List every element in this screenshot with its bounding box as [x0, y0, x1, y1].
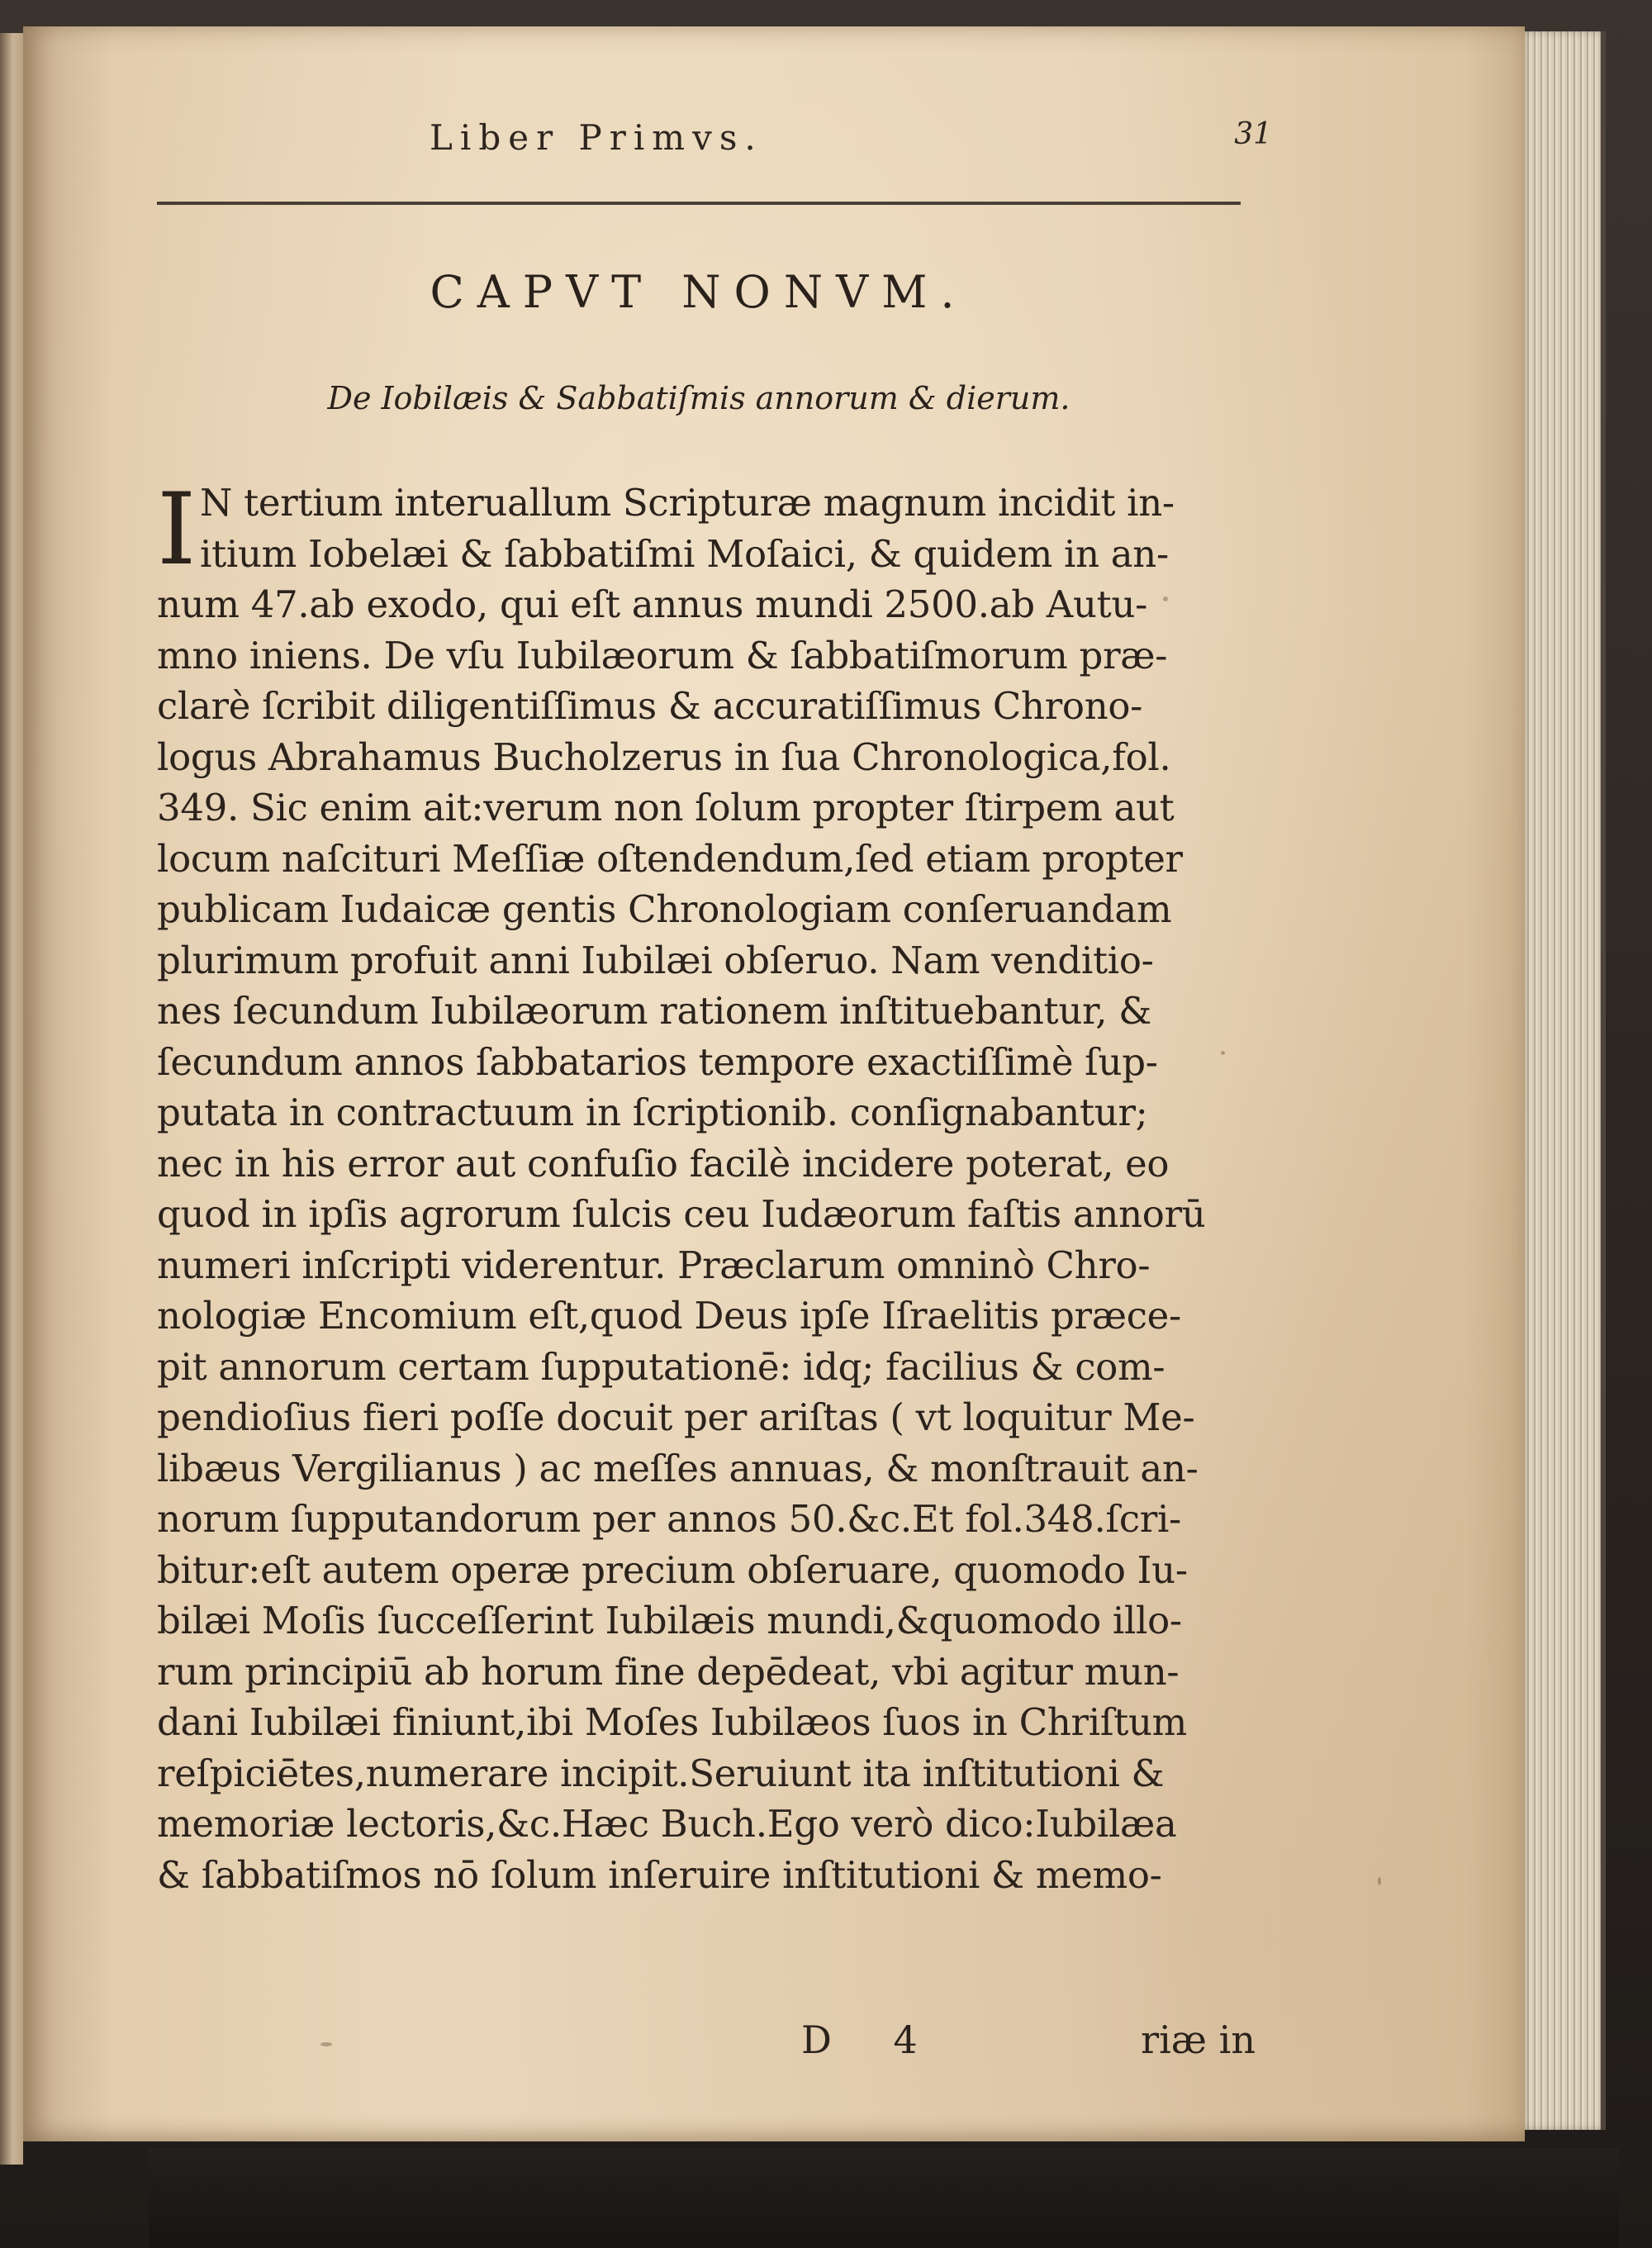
text-line: nologiæ Encomium eſt,quod Deus ipſe Iſraelitis præce- — [157, 1294, 1181, 1338]
running-title: Liber Primvs. — [430, 117, 763, 158]
text-line: itium Iobelæi & ſabbatiſmi Moſaici, & quidem in an- — [200, 531, 1169, 576]
drop-cap: I — [157, 473, 197, 587]
header-rule — [157, 202, 1241, 205]
signature-mark: D 4 — [801, 2017, 942, 2062]
page-edges — [1518, 31, 1606, 2130]
text-line: norum ſupputandorum per annos 50.&c.Et fol.348.ſcri- — [157, 1497, 1181, 1541]
page-footer — [157, 2017, 1256, 2067]
paper-speck — [1378, 1877, 1381, 1885]
text-line: 349. Sic enim ait:verum non ſolum propter ſtirpem aut — [157, 786, 1175, 829]
text-line: bitur:eſt autem operæ precium obſeruare, quomodo Iu- — [157, 1547, 1188, 1592]
text-line: locum naſcituri Meſſiæ oſtendendum,ſed etiam propter — [157, 836, 1183, 881]
text-line: dani Iubilæi finiunt,ibi Moſes Iubilæos ſuos in Chriſtum — [157, 1700, 1188, 1744]
text-line: pit annorum certam ſupputationē: idq; facilius & com- — [157, 1344, 1165, 1389]
text-line: numeri inſcripti viderentur. Præclarum omninò Chro- — [157, 1243, 1151, 1287]
text-line: pendioſius fieri poſſe docuit per ariſtas ( vt loquitur Me- — [157, 1395, 1195, 1439]
text-line: mno iniens. De vſu Iubilæorum & ſabbatiſmorum præ- — [157, 633, 1168, 677]
text-line: bilæi Moſis ſucceſſerint Iubilæis mundi,&quomodo illo- — [157, 1599, 1182, 1642]
text-line: reſpiciētes,numerare incipit.Seruiunt ita inſtitutioni & — [157, 1751, 1165, 1795]
text-line: & ſabbatiſmos nō ſolum inſeruire inſtitutioni & memo- — [157, 1852, 1162, 1897]
chapter-subtitle: De Iobilæis & Sabbatiſmis annorum & dierum. — [327, 380, 1070, 416]
text-line: publicam Iudaicæ gentis Chronologiam conſeruandam — [157, 887, 1172, 931]
text-line: num 47.ab exodo, qui eſt annus mundi 2500.ab Autu- — [157, 582, 1148, 626]
text-line: nec in his error aut confuſio facilè incidere poterat, eo — [157, 1141, 1170, 1186]
verso-page-edge — [0, 33, 23, 2165]
recto-page — [23, 26, 1525, 2141]
text-line: N tertium interuallum Scripturæ magnum incidit in- — [200, 481, 1175, 525]
text-line: quod in ipſis agrorum ſulcis ceu Iudæorum faſtis annorū — [157, 1192, 1206, 1236]
text-line: putata in contractuum in ſcriptionib. conſignabantur; — [157, 1091, 1148, 1134]
text-line: libæus Vergilianus ) ac meſſes annuas, & monſtrauit an- — [157, 1446, 1199, 1490]
text-line: nes ſecundum Iubilæorum rationem inſtituebantur, & — [157, 989, 1152, 1033]
text-block — [157, 117, 1272, 2062]
book-cover-edge — [149, 2148, 1619, 2248]
text-line: rum principiū ab horum fine depēdeat, vbi agitur mun- — [157, 1649, 1180, 1694]
text-line: memoriæ lectoris,&c.Hæc Buch.Ego verò dico:Iubilæa — [157, 1802, 1177, 1846]
catchword: riæ in — [1141, 2017, 1256, 2062]
text-line: clarè ſcribit diligentiſſimus & accuratiſſimus Chrono- — [157, 684, 1143, 728]
running-head — [157, 117, 1272, 167]
text-line: plurimum profuit anni Iubilæi obſeruo. Nam venditio- — [157, 938, 1154, 982]
chapter-title: CAPVT NONVM. — [430, 266, 968, 318]
page-number: 31 — [1234, 117, 1272, 151]
text-line: ſecundum annos ſabbatarios tempore exactiſſimè ſup- — [157, 1039, 1158, 1084]
text-line: logus Abrahamus Bucholzerus in ſua Chronologica,fol. — [157, 734, 1171, 779]
body-paragraph — [157, 473, 1256, 1900]
